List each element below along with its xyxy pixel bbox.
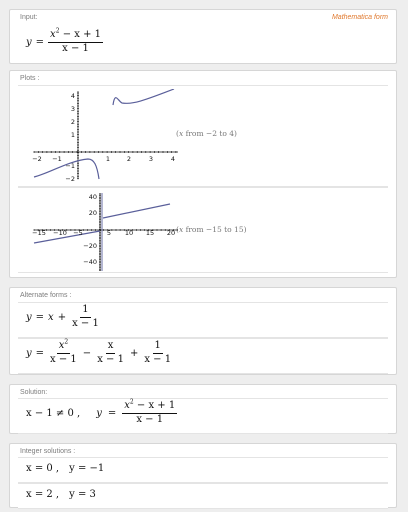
alt2-term3-num: 1 (153, 341, 163, 354)
input-fraction (48, 27, 103, 54)
plot1[interactable] (30, 89, 180, 181)
solution-num-x: x (124, 400, 130, 411)
plot1-xtick-label: 1 (105, 155, 111, 163)
solution-numerator (122, 398, 177, 414)
input-denominator: x − 1 (62, 42, 89, 54)
integer-solution-x: x = 2 , (26, 489, 60, 500)
integer-solution-row (26, 463, 104, 474)
plot2[interactable] (30, 191, 180, 271)
plot1-xtick-label: 4 (170, 155, 176, 163)
alt2-term3-den: x − 1 (144, 353, 172, 365)
alt2-term1 (48, 338, 79, 365)
plot2-range (176, 225, 247, 234)
input-eq-sign: = (35, 36, 45, 48)
input-num-rest: − x + 1 (62, 29, 101, 40)
plot2-xtick-label: −5 (73, 229, 83, 237)
plot2-range-var: x (178, 225, 184, 234)
plots-pod (9, 70, 397, 278)
alternate-forms-pod (9, 287, 397, 375)
solution-lhs: y (96, 407, 102, 419)
input-num-sup: 2 (55, 27, 60, 35)
plots-pod-title: Plots : (20, 75, 40, 82)
plot2-xtick-label: 20 (166, 229, 176, 237)
input-numerator (48, 27, 103, 43)
plot2-xtick-label: 5 (106, 229, 112, 237)
plot2-curve-right (103, 204, 170, 218)
input-equation (26, 27, 103, 54)
alt2-term2-den: x − 1 (97, 353, 124, 365)
alternate-forms-title: Alternate forms : (20, 292, 72, 299)
alt1-plus: + (57, 311, 67, 323)
alt2-term2 (95, 341, 126, 365)
alt2-lhs: y (26, 347, 32, 359)
plot1-range-pre: ( (176, 129, 179, 138)
plot1-ytick-label: −1 (65, 162, 75, 170)
plot2-range-pre: ( (176, 225, 179, 234)
integer-solution-y: y = 3 (69, 489, 96, 500)
alternate-form1 (26, 305, 101, 329)
solution-eq: = (107, 407, 117, 419)
alt1-num: 1 (80, 305, 90, 318)
plot1-range-var: x (178, 129, 184, 138)
input-pod (9, 9, 397, 64)
plot1-curve-right (113, 89, 174, 105)
plot2-svg (30, 191, 180, 271)
alt2-term1-num (57, 338, 70, 354)
plot1-ytick-label: 4 (70, 92, 75, 100)
integer-solution-y: y = −1 (69, 463, 105, 474)
plot1-range-post: from −2 to 4) (185, 129, 237, 138)
alt1-fraction (70, 305, 101, 329)
plot2-xtick-label: −10 (53, 229, 67, 237)
alt2-t1-sup: 2 (64, 338, 69, 346)
plot2-xtick-label: −15 (32, 229, 46, 237)
input-pod-title: Input: (20, 14, 38, 21)
integer-solutions-title: Integer solutions : (20, 448, 76, 455)
alt2-t1-x: x (58, 340, 65, 351)
alt2-eq: = (35, 347, 45, 359)
plot2-ytick-label: −20 (83, 242, 97, 250)
alternate-form2 (26, 338, 173, 365)
solution-pod (9, 384, 397, 434)
plot1-xtick-label: 2 (126, 155, 132, 163)
plot2-ytick-label: −40 (83, 258, 97, 266)
solution-denominator: x − 1 (136, 413, 164, 425)
integer-solution-x: x = 0 , (26, 463, 60, 474)
mathematica-form-link[interactable]: Mathematica form (331, 14, 388, 21)
solution-num-sup: 2 (129, 398, 134, 406)
alt1-eq: = (35, 311, 45, 323)
plot1-xtick-label: −1 (52, 155, 62, 163)
solution-num-rest: − x + 1 (136, 400, 176, 411)
input-lhs: y (26, 36, 32, 48)
solution-equation (26, 398, 177, 425)
plot1-range (176, 129, 237, 138)
plot1-ytick-label: 1 (70, 131, 75, 139)
alt1-x: x (48, 311, 54, 323)
alt2-term1-den: x − 1 (50, 353, 77, 365)
plot1-svg (30, 89, 180, 181)
alt2-term3 (142, 341, 173, 365)
plot1-ytick-label: 3 (70, 105, 75, 113)
plot2-xtick-label: 15 (145, 229, 155, 237)
alt2-term2-num: x (106, 341, 116, 354)
plot1-xtick-label: 3 (148, 155, 154, 163)
alt1-lhs: y (26, 311, 32, 323)
alt2-minus: − (82, 347, 92, 359)
integer-solutions-pod (9, 443, 397, 508)
integer-solution-row (26, 489, 96, 500)
plot1-ytick-label: 2 (70, 118, 75, 126)
plot2-ytick-label: 20 (88, 209, 97, 217)
plot1-xtick-label: −2 (32, 155, 42, 163)
alt1-den: x − 1 (72, 317, 99, 329)
plot2-xtick-label: 10 (124, 229, 134, 237)
plot2-ytick-label: 40 (88, 193, 97, 201)
alt2-plus: + (129, 347, 139, 359)
plot1-ytick-label: −2 (65, 175, 75, 181)
input-num-x: x (50, 29, 56, 40)
solution-condition: x − 1 ≠ 0 , (26, 407, 81, 419)
plot2-range-post: from −15 to 15) (185, 225, 247, 234)
solution-title: Solution: (20, 389, 48, 396)
solution-fraction (122, 398, 177, 425)
